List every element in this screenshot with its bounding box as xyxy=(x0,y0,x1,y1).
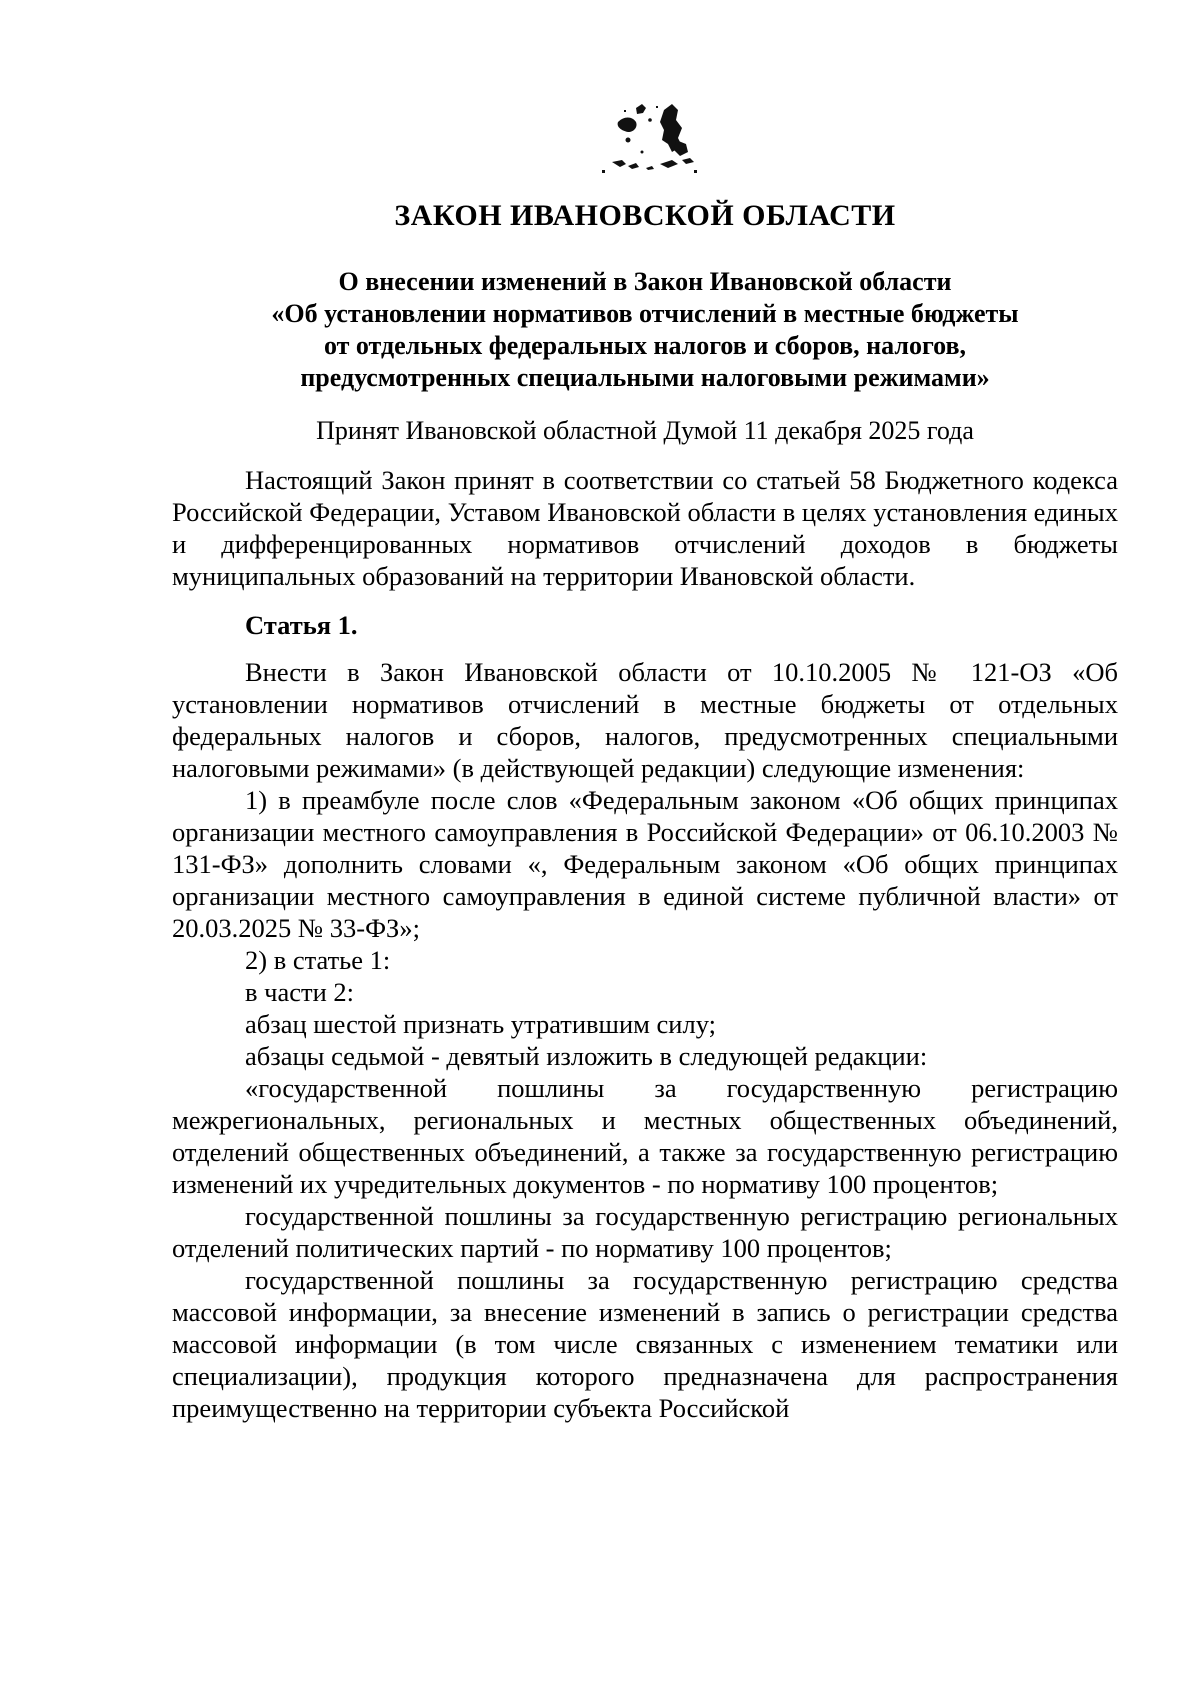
body-paragraph: «государственной пошлины за государственную регистрацию межрегиональных, региональных и местных общественных объединений, отделений общественных объединений, а также за государственную регистрацию изменений их учредительных документов - по нормативу 100 процентов; xyxy=(172,1073,1118,1199)
body-paragraph: государственной пошлины за государственную регистрацию региональных отделений политических партий - по нормативу 100 процентов; xyxy=(172,1201,1118,1263)
subtitle-line: от отдельных федеральных налогов и сборов, налогов, xyxy=(323,331,967,360)
body-paragraph: абзац шестой признать утратившим силу; xyxy=(245,1009,716,1039)
body-paragraph: в части 2: xyxy=(245,977,354,1007)
subtitle-line: предусмотренных специальными налоговыми режимами» xyxy=(300,363,990,392)
body-paragraph: государственной пошлины за государственную регистрацию средства массовой информации, за внесение изменений в запись о регистрации средства массовой информации (в том числе связанных с изменением тематики или специализации), продукция которого предназначена для распространения преимущественно на территории субъекта Российской xyxy=(172,1265,1118,1423)
body-paragraph: 1) в преамбуле после слов «Федеральным законом «Об общих принципах организации местного самоуправления в Российской Федерации» от 06.10.2003 № 131-ФЗ» дополнить словами «, Федеральным законом «Об общих принципах организации местного самоуправления в единой системе публичной власти» от 20.03.2025 № 33-ФЗ»; xyxy=(172,785,1118,943)
preamble-paragraph: Настоящий Закон принят в соответствии со статьей 58 Бюджетного кодекса Российской Федерации, Уставом Ивановской области в целях установления единых и дифференцированных нормативов отчислений доходов в бюджеты муниципальных образований на территории Ивановской области. xyxy=(172,465,1118,591)
body-paragraph: абзацы седьмой - девятый изложить в следующей редакции: xyxy=(245,1041,928,1071)
subtitle-line: О внесении изменений в Закон Ивановской области xyxy=(338,267,952,296)
coat-of-arms-emblem xyxy=(598,100,702,180)
law-title: ЗАКОН ИВАНОВСКОЙ ОБЛАСТИ xyxy=(394,199,896,232)
body-paragraph: Внести в Закон Ивановской области от 10.10.2005 № 121-ОЗ «Об установлении нормативов отчислений в местные бюджеты от отдельных федеральных налогов и сборов, налогов, предусмотренных специальными налоговыми режимами» (в действующей редакции) следующие изменения: xyxy=(172,657,1118,783)
body-paragraph: 2) в статье 1: xyxy=(245,945,391,975)
subtitle-line: «Об установлении нормативов отчислений в местные бюджеты xyxy=(271,299,1019,328)
law-subtitle xyxy=(172,266,1118,394)
adoption-line: Принят Ивановской областной Думой 11 декабря 2025 года xyxy=(316,416,974,445)
article-heading: Статья 1. xyxy=(245,610,358,640)
law-body xyxy=(172,464,1118,1424)
